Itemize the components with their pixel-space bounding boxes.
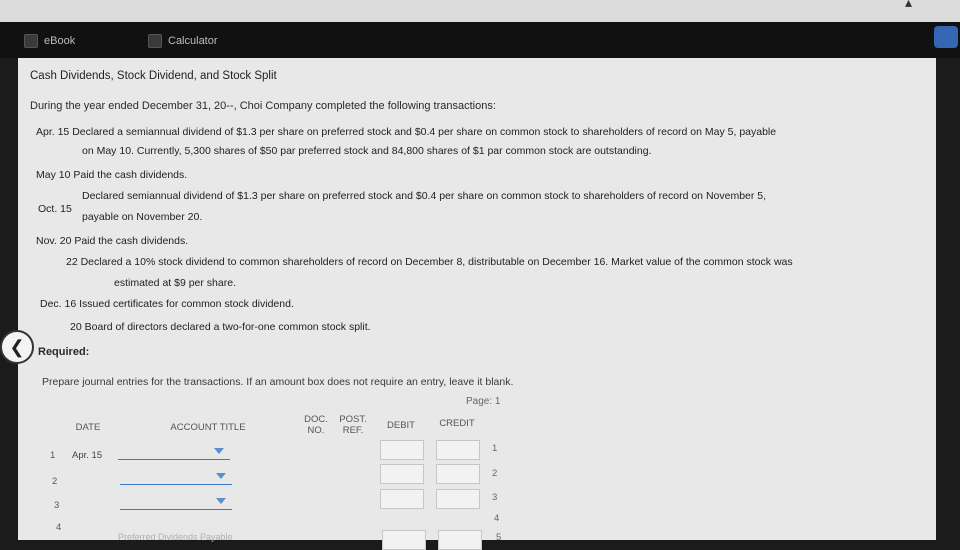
tab-ebook[interactable] [24, 34, 75, 48]
header-credit: CREDIT [439, 418, 475, 429]
transaction-apr15-line1: Apr. 15 Declared a semiannual dividend of $1.3 per share on preferred stock and $0.4 per share on common stock to shareholders of record on May 5, payable [36, 126, 777, 138]
instructions-text: Prepare journal entries for the transactions. If an amount box does not require an entry, leave it blank. [42, 376, 514, 388]
transaction-apr15-line2: on May 10. Currently, 5,300 shares of $50 par preferred stock and 84,800 shares of $1 par common stock are outstanding. [82, 145, 652, 157]
account-title-dropdown[interactable] [118, 445, 230, 460]
debit-input[interactable] [380, 464, 424, 484]
row-number: 3 [54, 500, 60, 511]
debit-input[interactable] [380, 489, 424, 509]
row-number: 4 [56, 522, 62, 533]
row-number: 1 [50, 450, 56, 461]
page-title: Cash Dividends, Stock Dividend, and Stock Split [30, 70, 277, 82]
transaction-oct15-line2: payable on November 20. [82, 211, 203, 223]
credit-input[interactable] [436, 440, 480, 460]
chevron-down-icon [216, 498, 226, 504]
transaction-nov22-line2: estimated at $9 per share. [114, 277, 236, 289]
chevron-left-icon: ❮ [9, 336, 25, 357]
transaction-nov22-line1: 22 Declared a 10% stock dividend to common shareholders of record on December 8, distributable on December 16. Market value of the common stock was [66, 256, 793, 268]
account-title-partial: Preferred Dividends Payable [118, 532, 233, 542]
header-debit: DEBIT [387, 420, 415, 431]
chevron-down-icon [216, 473, 226, 479]
header-date: DATE [75, 422, 101, 433]
transaction-oct15-line1: Declared semiannual dividend of $1.3 per share on preferred stock and $0.4 per share on common stock to shareholders of record on November 5, [82, 190, 767, 202]
header-post-ref: POST. REF. [339, 414, 367, 436]
tab-calculator-label: Calculator [168, 35, 218, 47]
credit-input[interactable] [436, 464, 480, 484]
intro-text: During the year ended December 31, 20--, Choi Company completed the following transactions: [30, 100, 496, 112]
debit-input[interactable] [380, 440, 424, 460]
transaction-dec16: Dec. 16 Issued certificates for common stock dividend. [40, 298, 294, 310]
account-title-dropdown[interactable] [120, 470, 232, 485]
header-doc-no: DOC. NO. [304, 414, 328, 436]
transaction-may10: May 10 Paid the cash dividends. [36, 169, 188, 181]
credit-input[interactable] [436, 489, 480, 509]
debit-input[interactable] [382, 530, 426, 550]
chevron-down-icon [214, 448, 224, 454]
row-number: 2 [52, 476, 58, 487]
transaction-nov20: Nov. 20 Paid the cash dividends. [36, 235, 189, 247]
transaction-dec20: 20 Board of directors declared a two-for-one common stock split. [70, 321, 371, 333]
corner-app-icon[interactable] [934, 26, 958, 48]
transaction-oct15-date: Oct. 15 [38, 203, 72, 215]
browser-top-strip [0, 0, 960, 23]
ebook-icon [24, 34, 38, 48]
header-account-title: ACCOUNT TITLE [170, 422, 246, 433]
row-right-number: 2 [492, 468, 498, 479]
credit-input[interactable] [438, 530, 482, 550]
row-date: Apr. 15 [72, 450, 103, 461]
required-label: Required: [38, 346, 90, 358]
problem-content [18, 58, 936, 543]
calculator-icon [148, 34, 162, 48]
scroll-up-arrow-icon[interactable]: ▴ [904, 0, 912, 10]
row-right-number: 4 [494, 513, 500, 524]
row-right-number: 3 [492, 492, 498, 503]
tool-tab-bar [0, 22, 960, 58]
back-button[interactable] [0, 330, 34, 364]
account-title-dropdown[interactable] [120, 495, 232, 510]
row-right-number: 5 [496, 532, 502, 543]
tab-ebook-label: eBook [44, 35, 76, 47]
page-number-label: Page: 1 [466, 396, 501, 407]
row-right-number: 1 [492, 443, 498, 454]
tab-calculator[interactable] [148, 34, 218, 48]
